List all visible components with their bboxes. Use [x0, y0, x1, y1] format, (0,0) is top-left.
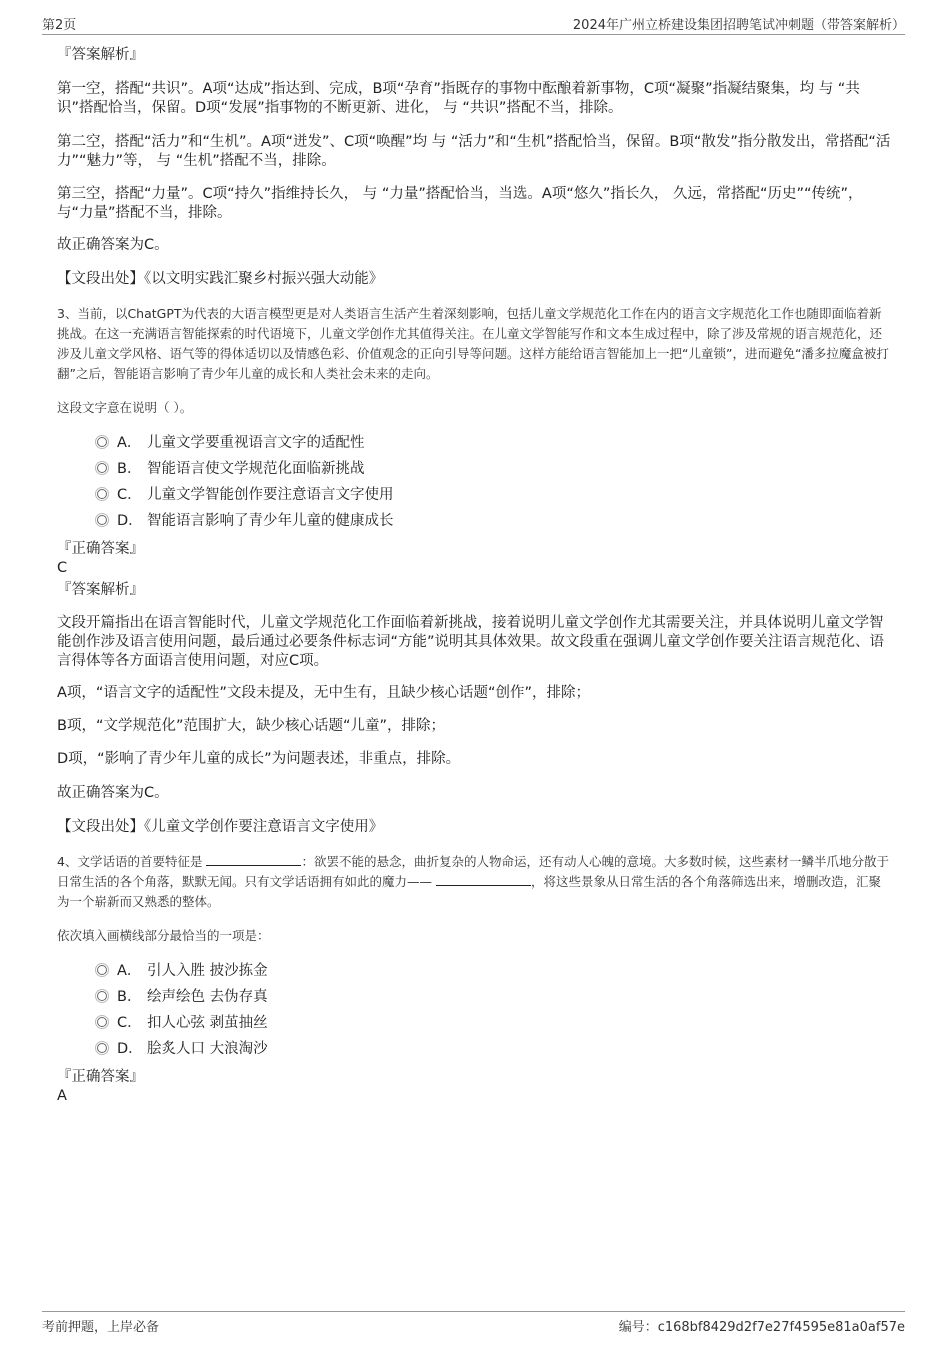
document-id: 编号：c168bf8429d2f7e27f4595e81a0af57e: [618, 1320, 905, 1335]
page-number: 第2页: [42, 18, 77, 33]
radio-icon[interactable]: [97, 515, 107, 525]
q4-stem: 4、文学话语的首要特征是 ：欲罢不能的悬念，曲折复杂的人物命运，还有动人心魄的意境。大多数时候，这些素材一鳞半爪地分散于日常生活的各个角落，默默无闻。只有文学话语拥有如此的魔力—— ，将这些景象从日常生活的各个角落筛选出来，增删改造，汇聚为一个崭新而又熟悉的整体。: [57, 854, 889, 909]
q4-option-a[interactable]: A． 引人入胜 披沙拣金: [97, 961, 268, 981]
q3-analysis-para1: 文段开篇指出在语言智能时代，儿童文学规范化工作面临着新挑战，接着说明儿童文学创作尤其需要关注，并具体说明儿童文学智能创作涉及语言使用问题，最后通过必要条件标志词“方能”说明其具体效果。故文段重在强调儿童文学创作要关注语言规范化、语言得体等各方面语言使用问题，对应C项。: [57, 615, 885, 669]
q2-analysis-para3: 第三空，搭配“力量”。C项“持久”指维持长久， 与 “力量”搭配恰当，当选。A项“悠久”指长久， 久远，常搭配“历史”“传统”，与“力量”搭配不当，排除。: [57, 186, 863, 221]
radio-icon[interactable]: [97, 437, 107, 447]
answer-blank: [436, 873, 531, 886]
q3-stem: 3、当前，以ChatGPT为代表的大语言模型更是对人类语言生活产生着深刻影响，包括儿童文学规范化工作在内的语言文字规范化工作也随即面临着新挑战。在这一充满语言智能探索的时代语境下，儿童文学创作尤其值得关注。在儿童文学智能写作和文本生成过程中，除了涉及常规的语言规范化，还涉及儿童文学风格、语气等的得体适切以及情感色彩、价值观念的正向引导等问题。这样方能给语言智能加上一把“儿童锁”，进而避免“潘多拉魔盒被打翻”之后，智能语言影响了青少年儿童的成长和人类社会未来的走向。: [57, 306, 889, 381]
radio-icon[interactable]: [97, 965, 107, 975]
q3-analysis-para3: B项，“文学规范化”范围扩大，缺少核心话题“儿童”，排除；: [57, 718, 445, 734]
q2-conclusion: 故正确答案为C。: [57, 237, 169, 253]
q3-analysis-para4: D项，“影响了青少年儿童的成长”为问题表述，非重点，排除。: [57, 751, 461, 767]
radio-icon[interactable]: [97, 1017, 107, 1027]
radio-icon[interactable]: [97, 1043, 107, 1053]
q2-source: 【文段出处】《以文明实践汇聚乡村振兴强大动能》: [57, 271, 384, 287]
q2-analysis-label: 『答案解析』: [57, 47, 144, 63]
q3-correct-label: 『正确答案』: [57, 541, 144, 557]
radio-icon[interactable]: [97, 991, 107, 1001]
q3-option-d[interactable]: D． 智能语言影响了青少年儿童的健康成长: [97, 511, 394, 531]
q2-analysis-para1: 第一空，搭配“共识”。A项“达成”指达到、完成，B项“孕育”指既存的事物中酝酿着新事物，C项“凝聚”指凝结聚集，均 与 “共识”搭配恰当，保留。D项“发展”指事物的不断更新、进化， 与 “共识”搭配不当，排除。: [57, 81, 860, 116]
radio-icon[interactable]: [97, 489, 107, 499]
q4-question: 依次填入画横线部分最恰当的一项是：: [57, 928, 270, 943]
q3-question: 这段文字意在说明（ ）。: [57, 400, 193, 415]
page-header: [42, 12, 905, 35]
q3-analysis-para2: A项，“语言文字的适配性”文段未提及，无中生有，且缺少核心话题“创作”，排除；: [57, 685, 590, 701]
document-title: 2024年广州立桥建设集团招聘笔试冲刺题（带答案解析）: [572, 18, 905, 33]
q4-option-d[interactable]: D． 脍炙人口 大浪淘沙: [97, 1039, 268, 1059]
q3-analysis-label: 『答案解析』: [57, 582, 144, 598]
q3-option-b[interactable]: B． 智能语言使文学规范化面临新挑战: [97, 459, 365, 479]
page-footer: [42, 1311, 905, 1336]
q3-option-a[interactable]: A． 儿童文学要重视语言文字的适配性: [97, 433, 365, 453]
q3-conclusion: 故正确答案为C。: [57, 785, 169, 801]
q4-correct-label: 『正确答案』: [57, 1069, 144, 1085]
q3-source: 【文段出处】《儿童文学创作要注意语言文字使用》: [57, 819, 384, 835]
answer-blank: [206, 853, 301, 866]
q4-correct-answer: A: [57, 1088, 67, 1104]
footer-slogan: 考前押题，上岸必备: [42, 1320, 160, 1335]
q3-correct-answer: C: [57, 560, 68, 576]
q3-option-c[interactable]: C． 儿童文学智能创作要注意语言文字使用: [97, 485, 394, 505]
radio-icon[interactable]: [97, 463, 107, 473]
q4-option-c[interactable]: C． 扣人心弦 剥茧抽丝: [97, 1013, 268, 1033]
q4-option-b[interactable]: B． 绘声绘色 去伪存真: [97, 987, 268, 1007]
q2-analysis-para2: 第二空，搭配“活力”和“生机”。A项“迸发”、C项“唤醒”均 与 “活力”和“生机”搭配恰当，保留。B项“散发”指分散发出，常搭配“活力”“魅力”等， 与 “生机”搭配不当，排除。: [57, 134, 891, 169]
